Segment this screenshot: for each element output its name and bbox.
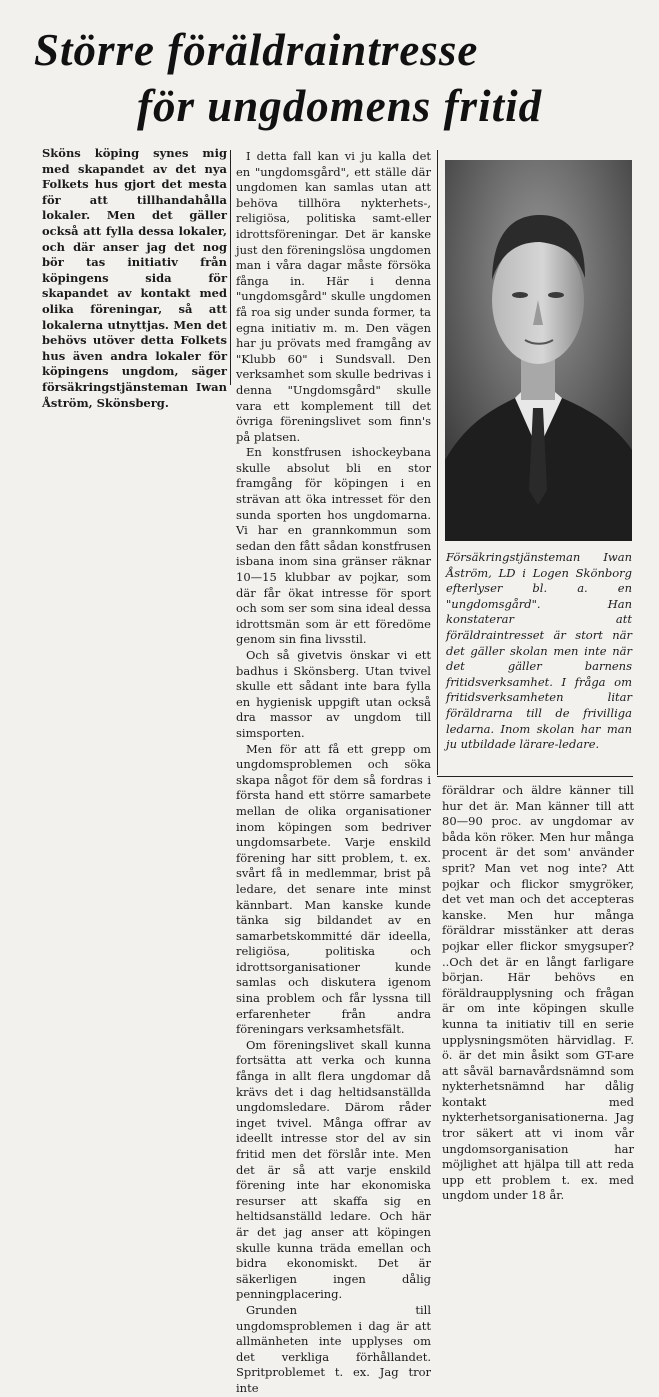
portrait-illustration [445, 160, 632, 541]
headline-line-1: Större föräldraintresse [34, 25, 479, 75]
body-paragraph: I detta fall kan vi ju kalla det en "ungdomsgård", ett ställe där ungdomen kan samlas utan att behöva tillhöra nykterhets-, religiösa, politiska samt-eller idrottsföreningar. Det är kanske just den föreningslösa ungdomen man i våra dagar måste försöka fånga in. Här i denna "ungdomsgård" skulle ungdomen få roa sig under sunda former, ta egna initiativ m. m. Den vägen har ju prövats med framgång av "Klubb 60" i Sundsvall. Den verksamhet som skulle bedrivas i denna "Ungdomsgård" skulle vara ett komplement till det övriga föreningslivet som finn's på platsen. [236, 149, 431, 444]
photo-caption: Försäkringstjänsteman Iwan Åström, LD i Logen Skönborg efterlyser bl. a. en "ungdomsgård". Han konstaterar att föräldraintresset är stort när det gäller skolan men inte när det gäller barnens fritidsverksamhet. I fråga om fritidsverksamheten litar föräldrarna till de frivilliga ledarna. Inom skolan har man ju utbildade lärare-ledare. [446, 550, 632, 752]
column-divider-left [230, 150, 231, 385]
body-paragraph: Och så givetvis önskar vi ett badhus i Skönsberg. Utan tvivel skulle ett sådant inte bara fylla en hygienisk uppgift utan också dra massor av ungdom till simsporten. [236, 648, 431, 740]
portrait-photo [445, 160, 632, 541]
article-headline [10, 22, 650, 134]
body-paragraph: En konstfrusen ishockeybana skulle absolut bli en stor framgång för köpingen i en strävan att öka intresset för den sunda sporten hos ungdomarna. Vi har en grannkommun som sedan den fått sådan konstfrusen isbana inom sina gränser räknar 10—15 klubbar av pojkar, som där får ökat intresse för sport och som ser som sina ideal dessa idrottsmän som är ett föredöme genom sin fina livsstil. [236, 445, 431, 647]
headline-line-2: för ungdomens fritid [137, 81, 543, 131]
column-divider-lower [437, 776, 633, 777]
body-paragraph: föräldrar och äldre känner till hur det är. Man känner till att 80—90 proc. av ungdomar av båda kön röker. Men hur många procent är det som' använder sprit? Man vet nog inte? Att pojkar och flickor smygröker, det vet man och det accepteras kanske. Men hur många föräldrar misstänker att deras pojkar eller flickor smygsuper? ..Och det är en långt farligare början. Här behövs en föräldraupplysning och frågan är om inte köpingen skulle kunna ta initiativ till en serie upplysningsmöten härvidlag. F. ö. är det min åsikt som GT-are att såväl barnavårdsnämnd som nykterhetsnämnd har dålig kontakt med nykterhetsorganisationerna. Jag tror säkert att vi inom vår ungdomsorganisation har möjlighet att hjälpa till att reda upp ett problem t. ex. med ungdom under 18 år. [442, 783, 634, 1203]
body-column-2 [236, 149, 431, 1397]
body-column-3 [442, 783, 634, 1204]
lead-paragraph: Sköns köping synes mig med skapandet av det nya Folkets hus gjort det mesta för att tillhandahålla lokaler. Men det gäller också att fylla dessa lokaler, och där anser jag det nog bör tas initiativ från köpingens sida för skapandet av kontakt med olika föreningar, så att lokalerna utnyttjas. Men det behövs utöver detta Folkets hus även andra lokaler för köpingens ungdom, säger försäkringstjänsteman Iwan Åström, Skönsberg. [42, 146, 227, 410]
body-paragraph: Om föreningslivet skall kunna fortsätta att verka och kunna fånga in allt flera ungdomar då krävs det i dag heltidsanställda ungdomsledare. Därom råder inget tvivel. Många offrar av ideellt intresse stor del av sin fritid men det förslår inte. Men det är så att varje enskild förening inte har ekonomiska resurser att skaffa sig en heltidsanställd ledare. Och här är det jag anser att köpingen skulle kunna träda emellan och bidra ekonomiskt. Det är säkerligen ingen dålig penningplacering. [236, 1037, 431, 1302]
column-divider-mid [437, 150, 438, 775]
body-paragraph: Men för att få ett grepp om ungdomsproblemen och söka skapa något för dem så fordras i första hand ett större samarbete mellan de olika organisationer inom köpingen som bedriver ungdomsarbete. Varje enskild förening har sitt problem, t. ex. svårt få in medlemmar, brist på ledare, det senare inte minst kännbart. Man kanske kunde tänka sig bildandet av en samarbetskommitté där ideella, religiösa, politiska och idrottsorganisationer kunde samlas och diskutera igenom sina problem och får lyssna till erfarenheter från andra föreningars verksamhetsfält. [236, 741, 431, 1037]
lead-paragraph-column [42, 146, 227, 411]
body-paragraph: Grunden till ungdomsproblemen i dag är att allmänheten inte upplyses om det verkliga förhållandet. Spritproblemet t. ex. Jag tror inte [236, 1302, 431, 1395]
